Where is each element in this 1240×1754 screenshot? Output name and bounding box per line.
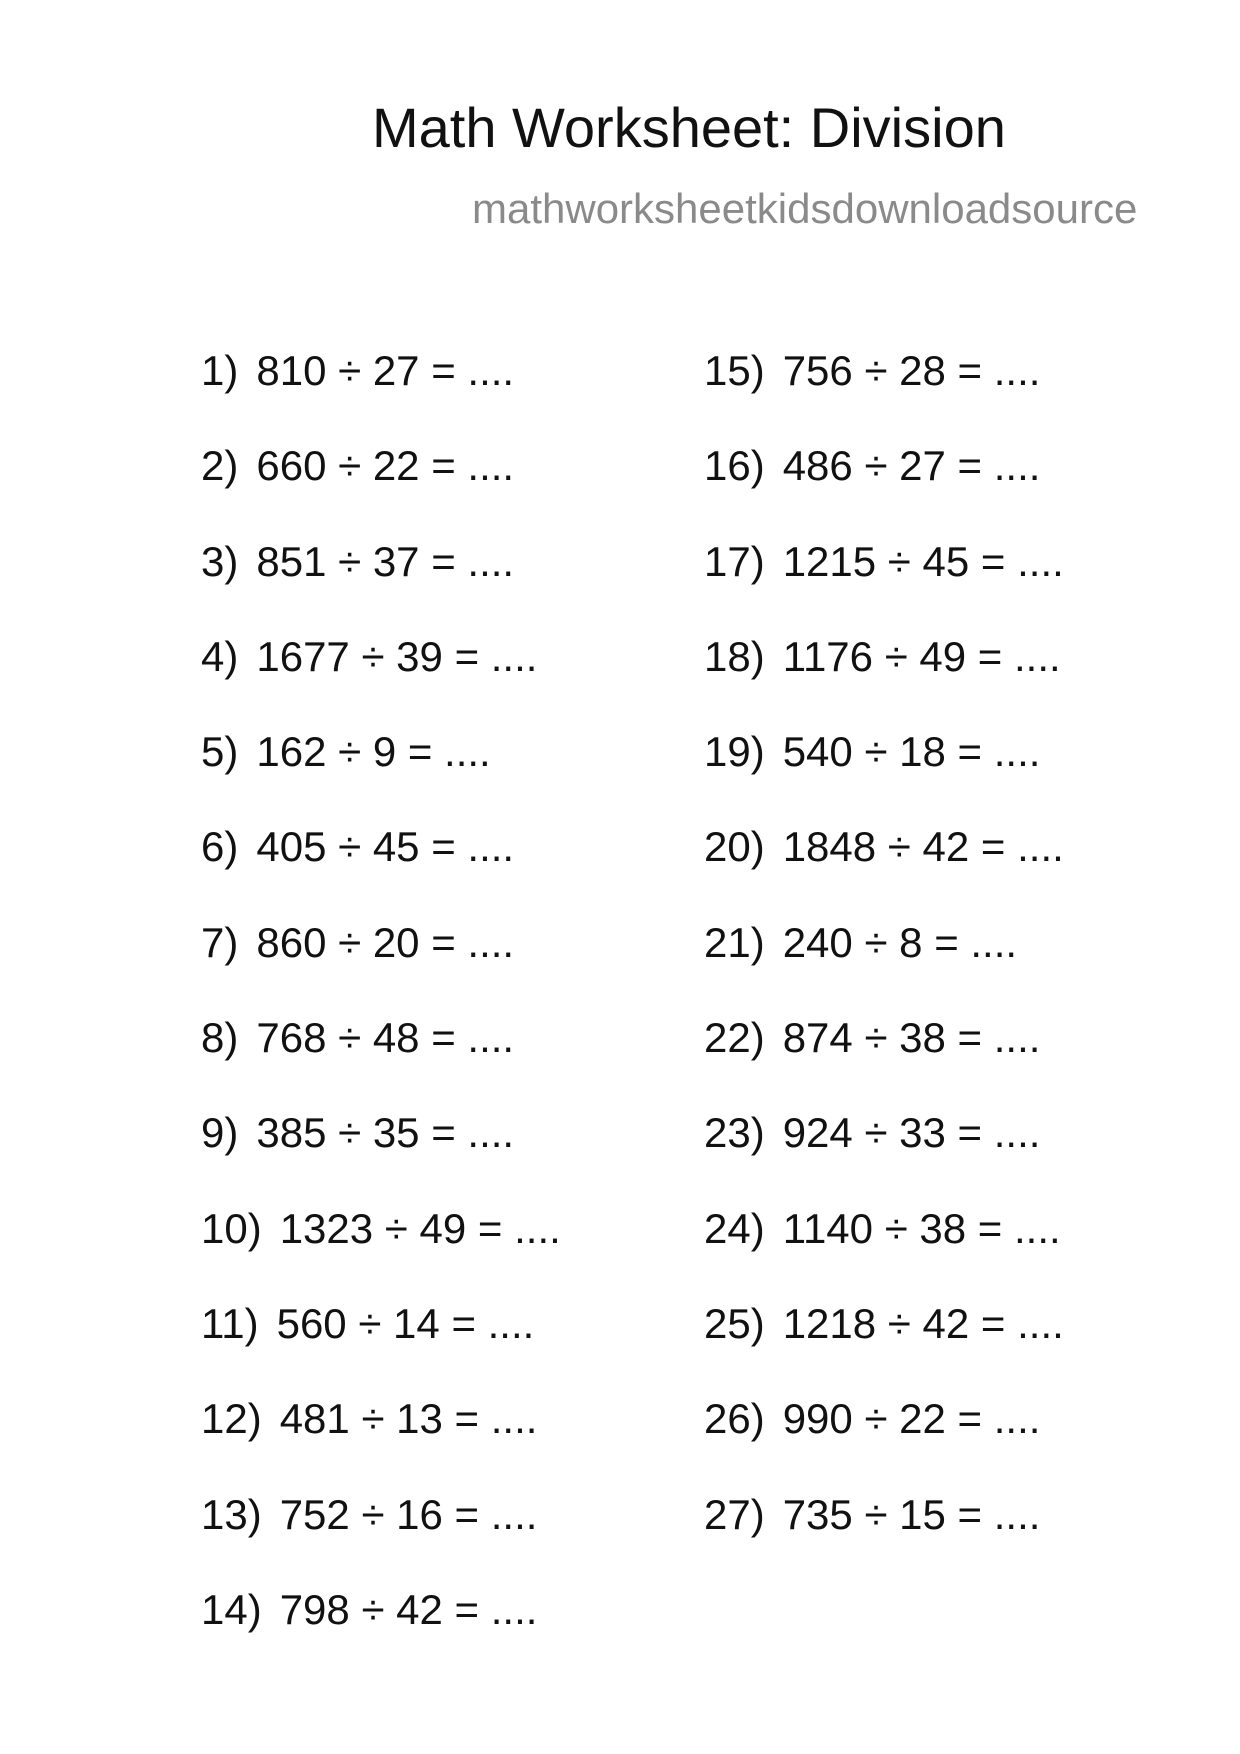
problem-expression: 768 ÷ 48 = .... [256,1014,515,1062]
problem-expression: 385 ÷ 35 = .... [256,1109,515,1157]
problem-expression: 1323 ÷ 49 = .... [279,1204,561,1252]
problem-item [201,442,561,540]
problem-number: 13) [201,1490,262,1538]
problem-expression: 810 ÷ 27 = .... [256,347,515,394]
problem-number: 8) [201,1014,239,1062]
problem-expression: 860 ÷ 20 = .... [256,918,515,966]
problem-item [201,918,561,1017]
problem-number: 23) [704,1109,765,1157]
problem-number: 15) [704,347,765,394]
problem-number: 1) [201,347,239,394]
problem-expression: 660 ÷ 22 = .... [256,442,515,490]
problem-number: 16) [704,442,765,490]
problem-number: 18) [704,632,765,680]
problem-column-left [201,347,561,1684]
problem-expression: 924 ÷ 33 = .... [782,1109,1041,1157]
problem-expression: 240 ÷ 8 = .... [782,918,1018,966]
problem-expression: 874 ÷ 38 = .... [782,1014,1041,1062]
problem-expression: 540 ÷ 18 = .... [782,728,1041,776]
problem-item [704,823,1064,921]
problem-number: 12) [201,1395,262,1443]
problem-item [704,918,1064,1017]
problem-number: 24) [704,1204,765,1252]
problem-item [201,823,561,921]
problem-item [704,1014,1064,1112]
problem-item [201,347,561,445]
problem-number: 3) [201,537,239,585]
problem-expression: 560 ÷ 14 = .... [276,1299,535,1347]
problem-item [704,1395,1064,1493]
problem-item [704,347,1064,445]
problem-number: 11) [201,1299,259,1347]
problem-expression: 1140 ÷ 38 = .... [782,1204,1061,1252]
problem-number: 19) [704,728,765,776]
problem-item [201,537,561,636]
problem-expression: 990 ÷ 22 = .... [782,1395,1041,1443]
problem-number: 14) [201,1585,262,1633]
problem-number: 4) [201,632,239,680]
problem-number: 6) [201,823,239,871]
problem-number: 21) [704,918,765,966]
problem-expression: 1848 ÷ 42 = .... [782,823,1064,871]
problem-expression: 481 ÷ 13 = .... [279,1395,538,1443]
problem-item [201,1299,561,1398]
problem-item [201,1490,561,1589]
problem-expression: 735 ÷ 15 = .... [782,1490,1041,1538]
problem-item [201,1585,561,1684]
problem-item [704,1299,1064,1398]
problem-column-right [704,347,1064,1589]
page-title: Math Worksheet: Division [372,96,1006,159]
problem-expression: 405 ÷ 45 = .... [256,823,515,871]
problem-item [704,1204,1064,1303]
problem-item [201,632,561,731]
problem-item [704,728,1064,826]
problem-item [201,728,561,826]
problem-item [704,1109,1064,1207]
problem-number: 5) [201,728,239,776]
problem-expression: 798 ÷ 42 = .... [279,1585,538,1633]
problem-expression: 486 ÷ 27 = .... [782,442,1041,490]
problem-number: 2) [201,442,239,490]
problem-item [201,1204,561,1303]
problem-expression: 752 ÷ 16 = .... [279,1490,538,1538]
problem-item [704,1490,1064,1589]
problem-item [704,442,1064,540]
problem-number: 26) [704,1395,765,1443]
problem-item [704,632,1064,731]
problem-number: 25) [704,1299,765,1347]
problem-number: 27) [704,1490,765,1538]
problem-item [704,537,1064,636]
problem-expression: 756 ÷ 28 = .... [782,347,1041,394]
problem-item [201,1395,561,1493]
problem-expression: 162 ÷ 9 = .... [256,728,491,776]
problem-item [201,1014,561,1112]
problem-number: 10) [201,1204,262,1252]
problem-expression: 1218 ÷ 42 = .... [782,1299,1064,1347]
problem-expression: 1215 ÷ 45 = .... [782,537,1064,585]
problem-item [201,1109,561,1207]
problem-expression: 851 ÷ 37 = .... [256,537,515,585]
problem-number: 22) [704,1014,765,1062]
problem-number: 17) [704,537,765,585]
problem-number: 20) [704,823,765,871]
problem-expression: 1677 ÷ 39 = .... [256,632,538,680]
problem-number: 7) [201,918,239,966]
problem-expression: 1176 ÷ 49 = .... [782,632,1061,680]
page-subtitle: mathworksheetkidsdownloadsource [472,185,1138,232]
problem-number: 9) [201,1109,239,1157]
